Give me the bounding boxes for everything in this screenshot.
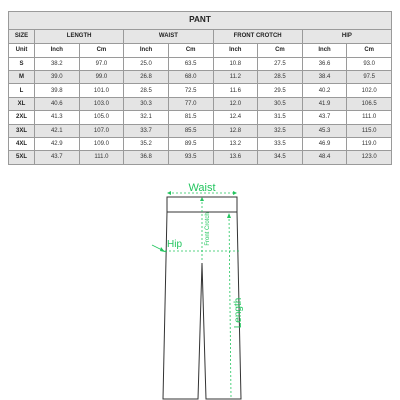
table-title: PANT [9,12,392,30]
table-cell: 81.5 [168,111,213,124]
table-row [9,84,392,97]
table-cell: 123.0 [347,151,392,164]
table-cell: 33.5 [258,137,303,150]
group-header-front-crotch: FRONT CROTCH [213,30,302,44]
table-cell: 28.5 [258,71,303,84]
table-cell: 25.0 [124,57,169,70]
table-cell: 72.5 [168,84,213,97]
table-cell: 12.0 [213,97,258,110]
table-cell: 115.0 [347,124,392,137]
size-label: 2XL [9,111,35,124]
table-cell: 40.2 [302,84,347,97]
unit-header: Inch [213,43,258,57]
group-header-waist: WAIST [124,30,213,44]
table-cell: 101.0 [79,84,124,97]
table-cell: 93.5 [168,151,213,164]
table-cell: 43.7 [302,111,347,124]
table-row [9,111,392,124]
size-column-header: SIZE [9,30,35,44]
table-cell: 36.6 [302,57,347,70]
unit-header: Inch [302,43,347,57]
table-cell: 38.2 [35,57,80,70]
table-cell: 39.0 [35,71,80,84]
size-label: M [9,71,35,84]
table-cell: 38.4 [302,71,347,84]
length-label: Length [233,297,244,329]
table-cell: 106.5 [347,97,392,110]
front-crotch-label: Front Crotch [205,212,211,246]
unit-header: Cm [258,43,303,57]
table-cell: 11.2 [213,71,258,84]
table-cell: 41.3 [35,111,80,124]
table-cell: 107.0 [79,124,124,137]
table-cell: 10.8 [213,57,258,70]
table-cell: 41.9 [302,97,347,110]
unit-header: Cm [347,43,392,57]
size-label: L [9,84,35,97]
group-header-hip: HIP [302,30,391,44]
table-cell: 68.0 [168,71,213,84]
table-cell: 12.8 [213,124,258,137]
table-cell: 89.5 [168,137,213,150]
unit-header: Cm [79,43,124,57]
table-row [9,97,392,110]
size-chart-table [8,11,392,165]
table-cell: 12.4 [213,111,258,124]
table-cell: 34.5 [258,151,303,164]
arrowhead-icon [167,191,171,195]
size-label: 3XL [9,124,35,137]
table-cell: 30.5 [258,97,303,110]
table-cell: 119.0 [347,137,392,150]
table-cell: 30.3 [124,97,169,110]
table-cell: 32.5 [258,124,303,137]
table-cell: 26.8 [124,71,169,84]
table-cell: 11.6 [213,84,258,97]
table-row [9,137,392,150]
table-cell: 97.0 [79,57,124,70]
table-cell: 105.0 [79,111,124,124]
hip-label: Hip [167,239,183,250]
table-cell: 42.9 [35,137,80,150]
unit-header: Inch [124,43,169,57]
table-cell: 85.5 [168,124,213,137]
size-label: XL [9,97,35,110]
size-label: 5XL [9,151,35,164]
table-cell: 42.1 [35,124,80,137]
table-row [9,124,392,137]
table-cell: 40.6 [35,97,80,110]
table-cell: 33.7 [124,124,169,137]
table-cell: 28.5 [124,84,169,97]
table-row [9,57,392,70]
unit-row-label: Unit [9,43,35,57]
table-cell: 46.9 [302,137,347,150]
group-header-length: LENGTH [35,30,124,44]
table-cell: 77.0 [168,97,213,110]
table-row [9,151,392,164]
size-label: 4XL [9,137,35,150]
arrowhead-icon [233,191,237,195]
size-label: S [9,57,35,70]
table-cell: 35.2 [124,137,169,150]
table-cell: 103.0 [79,97,124,110]
table-cell: 39.8 [35,84,80,97]
table-cell: 31.5 [258,111,303,124]
table-cell: 48.4 [302,151,347,164]
arrowhead-icon [160,247,165,252]
table-cell: 111.0 [79,151,124,164]
table-cell: 32.1 [124,111,169,124]
table-cell: 43.7 [35,151,80,164]
table-cell: 13.6 [213,151,258,164]
table-cell: 109.0 [79,137,124,150]
table-cell: 63.5 [168,57,213,70]
table-cell: 45.3 [302,124,347,137]
table-cell: 102.0 [347,84,392,97]
table-cell: 99.0 [79,71,124,84]
table-cell: 111.0 [347,111,392,124]
table-cell: 93.0 [347,57,392,70]
unit-header: Cm [168,43,213,57]
table-cell: 36.8 [124,151,169,164]
size-rows [9,57,392,164]
table-cell: 27.5 [258,57,303,70]
table-row [9,71,392,84]
table-cell: 29.5 [258,84,303,97]
waist-label: Waist [188,182,216,194]
table-cell: 97.5 [347,71,392,84]
pant-diagram [130,175,270,400]
unit-header: Inch [35,43,80,57]
table-cell: 13.2 [213,137,258,150]
